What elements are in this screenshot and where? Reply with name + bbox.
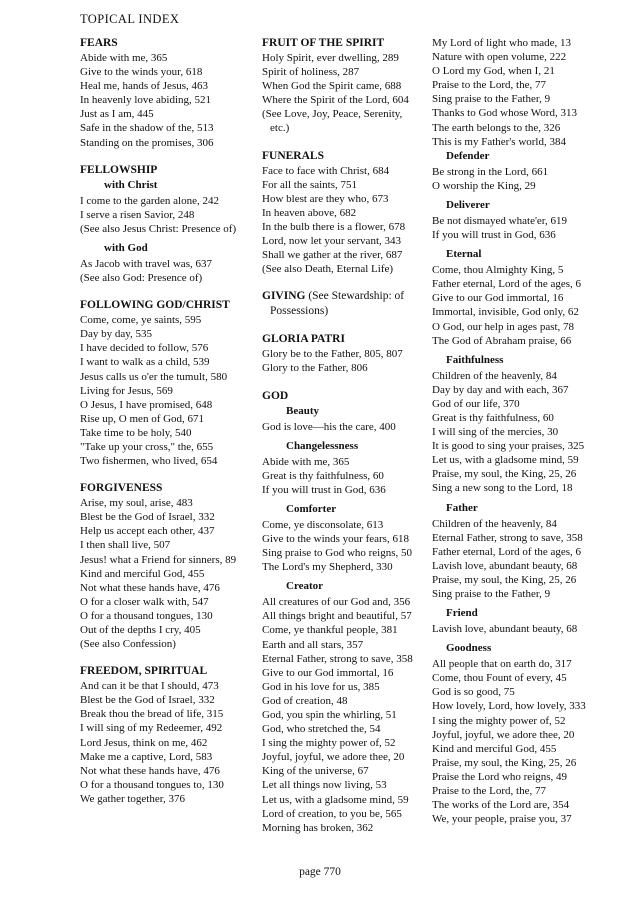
topic-section bbox=[432, 36, 617, 826]
index-entry: The Lord's my Shepherd, 330 bbox=[262, 561, 393, 574]
index-entry: Jesus! what a Friend for sinners, 89 bbox=[80, 553, 237, 566]
subtopic-heading: Beauty bbox=[286, 404, 319, 417]
index-entry: (See also Death, Eternal Life) bbox=[262, 263, 394, 276]
topic-heading: FORGIVENESS bbox=[80, 482, 163, 495]
index-entry: Give to the winds your, 618 bbox=[80, 66, 203, 79]
index-entry: Help us accept each other, 437 bbox=[80, 525, 215, 538]
topic-heading: GLORIA PATRI bbox=[262, 333, 345, 346]
index-entry: Praise to the Lord, the, 77 bbox=[432, 785, 546, 798]
index-entry: I have decided to follow, 576 bbox=[80, 342, 209, 355]
index-entry: Lord Jesus, think on me, 462 bbox=[80, 736, 208, 749]
index-entry: Kind and merciful God, 455 bbox=[80, 567, 205, 580]
index-entry: Sing praise to the Father, 9 bbox=[432, 588, 551, 600]
subtopic-section bbox=[432, 641, 617, 826]
index-entry: Lord of creation, to you be, 565 bbox=[262, 807, 402, 820]
index-entry: Joyful, joyful, we adore thee, 20 bbox=[432, 728, 575, 741]
topic-section bbox=[80, 36, 252, 150]
index-entry: Father eternal, Lord of the ages, 6 bbox=[432, 545, 582, 558]
index-entry: Face to face with Christ, 684 bbox=[262, 164, 390, 177]
index-entry: Lord, now let your servant, 343 bbox=[262, 235, 401, 248]
index-entry: Two fishermen, who lived, 654 bbox=[80, 455, 218, 468]
subtopic-heading: with God bbox=[104, 241, 148, 254]
index-entry: Earth and all stars, 357 bbox=[262, 638, 364, 651]
subtopic-heading: Comforter bbox=[286, 502, 337, 515]
index-entry: As Jacob with travel was, 637 bbox=[80, 257, 212, 270]
subtopic-section bbox=[432, 606, 617, 636]
subtopic-heading: Creator bbox=[286, 580, 324, 593]
index-column-3 bbox=[432, 36, 617, 839]
index-entry: Eternal Father, strong to save, 358 bbox=[262, 652, 413, 665]
index-entry: Give to our God immortal, 16 bbox=[262, 666, 394, 679]
topic-heading bbox=[262, 289, 422, 319]
subtopic-section bbox=[262, 502, 422, 574]
topic-heading-text: GIVING bbox=[262, 290, 306, 303]
index-entry: Living for Jesus, 569 bbox=[80, 384, 173, 397]
index-column-1 bbox=[80, 36, 252, 819]
index-entry: Praise, my soul, the King, 25, 26 bbox=[432, 756, 577, 769]
index-entry: Praise, my soul, the King, 25, 26 bbox=[432, 573, 577, 586]
index-entry: Lavish love, abundant beauty, 68 bbox=[432, 559, 578, 572]
index-entry: O worship the King, 29 bbox=[432, 179, 536, 192]
index-entry: Abide with me, 365 bbox=[80, 52, 168, 64]
index-entry: Father eternal, Lord of the ages, 6 bbox=[432, 278, 582, 291]
index-entry: If you will trust in God, 636 bbox=[262, 483, 386, 496]
index-entry: Let all things now living, 53 bbox=[262, 779, 387, 792]
index-entry: Out of the depths I cry, 405 bbox=[80, 624, 201, 636]
subtopic-section bbox=[432, 198, 617, 242]
index-entry: Let us, with a gladsome mind, 59 bbox=[262, 793, 409, 806]
index-entry: Arise, my soul, arise, 483 bbox=[80, 497, 193, 510]
index-entry: "Take up your cross," the, 655 bbox=[80, 440, 214, 453]
page-title: TOPICAL INDEX bbox=[80, 12, 180, 26]
index-entry: Sing a new song to the Lord, 18 bbox=[432, 482, 573, 495]
index-entry: Heal me, hands of Jesus, 463 bbox=[80, 80, 209, 93]
subtopic-heading: Changelessness bbox=[286, 439, 359, 452]
index-entry: God, who stretched the, 54 bbox=[262, 723, 381, 736]
index-entry: When God the Spirit came, 688 bbox=[262, 80, 402, 93]
index-entry: Great is thy faithfulness, 60 bbox=[432, 411, 554, 424]
subtopic-heading: Defender bbox=[446, 149, 490, 162]
index-entry: Blest be the God of Israel, 332 bbox=[80, 511, 215, 524]
index-entry: (See also Jesus Christ: Presence of) bbox=[80, 222, 237, 235]
topic-heading: FUNERALS bbox=[262, 149, 324, 162]
index-entry: Come, thou Fount of every, 45 bbox=[432, 672, 567, 685]
index-entry: Children of the heavenly, 84 bbox=[432, 369, 557, 382]
index-entry: Sing praise to the Father, 9 bbox=[432, 93, 551, 106]
topic-section bbox=[262, 289, 422, 319]
index-entry: Morning has broken, 362 bbox=[262, 821, 374, 834]
index-entry: It is good to sing your praises, 325 bbox=[432, 440, 585, 453]
index-entry: Let us, with a gladsome mind, 59 bbox=[432, 454, 579, 467]
index-entry: Make me a captive, Lord, 583 bbox=[80, 750, 213, 763]
index-entry: I will sing of my Redeemer, 492 bbox=[80, 722, 223, 735]
index-entry: For all the saints, 751 bbox=[262, 178, 358, 191]
index-entry: The God of Abraham praise, 66 bbox=[432, 334, 572, 347]
index-entry: Kind and merciful God, 455 bbox=[432, 742, 557, 755]
topic-heading: FOLLOWING GOD/CHRIST bbox=[80, 299, 230, 312]
index-entry: Shall we gather at the river, 687 bbox=[262, 249, 403, 262]
topic-section bbox=[262, 389, 422, 835]
index-entry: Rise up, O men of God, 671 bbox=[80, 412, 205, 425]
topic-heading: FELLOWSHIP bbox=[80, 163, 158, 176]
index-entry: Abide with me, 365 bbox=[262, 455, 350, 468]
index-entry: Where the Spirit of the Lord, 604 bbox=[262, 94, 409, 107]
topic-section bbox=[80, 298, 252, 468]
subtopic-heading: Faithfulness bbox=[446, 353, 504, 366]
index-entry: I will sing of the mercies, 30 bbox=[432, 426, 559, 439]
index-entry: God is love—his the care, 400 bbox=[262, 420, 396, 433]
index-entry: Lavish love, abundant beauty, 68 bbox=[432, 623, 578, 636]
topic-heading: FRUIT OF THE SPIRIT bbox=[262, 37, 385, 49]
index-entry: This is my Father's world, 384 bbox=[432, 135, 566, 148]
index-entry: Holy Spirit, ever dwelling, 289 bbox=[262, 52, 399, 64]
index-entry: Thanks to God whose Word, 313 bbox=[432, 107, 577, 120]
index-entry: I sing the mighty power of, 52 bbox=[432, 714, 566, 727]
subtopic-section bbox=[262, 579, 422, 835]
topic-section bbox=[262, 36, 422, 136]
index-entry: Great is thy faithfulness, 60 bbox=[262, 469, 384, 482]
subtopic-heading: Goodness bbox=[446, 642, 492, 655]
index-entry: Glory to the Father, 806 bbox=[262, 362, 368, 375]
index-entry: O Jesus, I have promised, 648 bbox=[80, 398, 213, 411]
index-entry: Day by day and with each, 367 bbox=[432, 383, 569, 396]
subtopic-section bbox=[432, 353, 617, 496]
subtopic-heading: Friend bbox=[446, 607, 478, 620]
index-entry: Be strong in the Lord, 661 bbox=[432, 165, 549, 178]
index-entry: Break thou the bread of life, 315 bbox=[80, 708, 224, 721]
index-entry: O for a closer walk with, 547 bbox=[80, 595, 209, 608]
index-entry: Safe in the shadow of the, 513 bbox=[80, 122, 214, 135]
index-entry: I want to walk as a child, 539 bbox=[80, 356, 210, 369]
subtopic-heading: Father bbox=[446, 501, 478, 514]
index-entry: I sing the mighty power of, 52 bbox=[262, 737, 396, 750]
subtopic-section bbox=[432, 247, 617, 348]
index-entry: Come, thou Almighty King, 5 bbox=[432, 264, 564, 277]
index-entry: Not what these hands have, 476 bbox=[80, 581, 220, 594]
index-entry: All people that on earth do, 317 bbox=[432, 658, 572, 671]
subtopic-section bbox=[432, 501, 617, 602]
subtopic-section bbox=[262, 439, 422, 497]
topic-section bbox=[80, 481, 252, 651]
index-entry: I serve a risen Savior, 248 bbox=[80, 208, 195, 221]
index-entry: I then shall live, 507 bbox=[80, 539, 171, 552]
index-entry: Just as I am, 445 bbox=[80, 108, 154, 121]
index-entry: We gather together, 376 bbox=[80, 792, 185, 805]
index-entry: Come, ye thankful people, 381 bbox=[262, 624, 398, 637]
index-entry: I come to the garden alone, 242 bbox=[80, 194, 219, 207]
index-entry: Not what these hands have, 476 bbox=[80, 764, 220, 777]
index-entry: How lovely, Lord, how lovely, 333 bbox=[432, 700, 586, 713]
subtopic-section bbox=[80, 178, 252, 236]
index-entry: God in his love for us, 385 bbox=[262, 680, 380, 693]
index-entry: Joyful, joyful, we adore thee, 20 bbox=[262, 751, 405, 764]
index-entry: King of the universe, 67 bbox=[262, 765, 369, 778]
topic-section bbox=[262, 149, 422, 277]
index-entry: How blest are they who, 673 bbox=[262, 192, 389, 205]
index-entry: All creatures of our God and, 356 bbox=[262, 596, 411, 609]
index-entry: In heavenly love abiding, 521 bbox=[80, 94, 212, 107]
index-entry: God of our life, 370 bbox=[432, 397, 520, 410]
index-entry: O Lord my God, when I, 21 bbox=[432, 65, 555, 78]
index-entry: Children of the heavenly, 84 bbox=[432, 517, 557, 530]
index-entry: And can it be that I should, 473 bbox=[80, 680, 219, 693]
subtopic-heading: with Christ bbox=[104, 178, 158, 191]
page-number: page 770 bbox=[299, 866, 341, 878]
index-entry: All things bright and beautiful, 57 bbox=[262, 610, 412, 623]
index-entry: Come, come, ye saints, 595 bbox=[80, 314, 202, 327]
index-entry: (See also God: Presence of) bbox=[80, 272, 203, 285]
index-entry: (See Love, Joy, Peace, Serenity, etc.) bbox=[262, 108, 403, 135]
index-entry: Sing praise to God who reigns, 50 bbox=[262, 547, 413, 560]
index-entry: In the bulb there is a flower, 678 bbox=[262, 220, 406, 233]
index-entry: Immortal, invisible, God only, 62 bbox=[432, 306, 579, 319]
index-entry: God is so good, 75 bbox=[432, 686, 515, 699]
topic-section bbox=[80, 163, 252, 285]
index-entry: Glory be to the Father, 805, 807 bbox=[262, 348, 403, 361]
subtopic-heading: Deliverer bbox=[446, 198, 490, 211]
index-entry: If you will trust in God, 636 bbox=[432, 229, 556, 242]
index-entry: The works of the Lord are, 354 bbox=[432, 799, 570, 812]
index-entry: We, your people, praise you, 37 bbox=[432, 813, 572, 826]
index-entry: O God, our help in ages past, 78 bbox=[432, 320, 575, 333]
index-entry: Praise to the Lord, the, 77 bbox=[432, 79, 546, 92]
index-entry: O for a thousand tongues, 130 bbox=[80, 609, 213, 622]
index-entry: Be not dismayed whate'er, 619 bbox=[432, 214, 568, 227]
subtopic-section bbox=[432, 149, 617, 193]
index-entry: Nature with open volume, 222 bbox=[432, 51, 567, 64]
topic-section bbox=[262, 332, 422, 375]
index-entry: God, you spin the whirling, 51 bbox=[262, 709, 397, 721]
topic-section bbox=[80, 664, 252, 806]
topic-heading: FEARS bbox=[80, 37, 118, 49]
index-entry: Come, ye disconsolate, 613 bbox=[262, 518, 384, 531]
index-entry: Spirit of holiness, 287 bbox=[262, 66, 360, 79]
index-entry: God of creation, 48 bbox=[262, 694, 348, 707]
topic-heading: GOD bbox=[262, 389, 289, 402]
index-entry: Praise, my soul, the King, 25, 26 bbox=[432, 468, 577, 481]
index-entry: In heaven above, 682 bbox=[262, 206, 357, 219]
index-entry: O for a thousand tongues to, 130 bbox=[80, 778, 224, 791]
index-entry: Eternal Father, strong to save, 358 bbox=[432, 531, 583, 544]
index-entry: Standing on the promises, 306 bbox=[80, 136, 214, 149]
index-entry: (See also Confession) bbox=[80, 638, 176, 651]
topic-heading-note: (See Stewardship: of Possessions) bbox=[270, 290, 405, 318]
index-entry: Give to the winds your fears, 618 bbox=[262, 532, 409, 545]
index-entry: Give to our God immortal, 16 bbox=[432, 292, 564, 305]
index-entry: My Lord of light who made, 13 bbox=[432, 37, 572, 49]
index-entry: The earth belongs to the, 326 bbox=[432, 121, 561, 134]
index-column-2 bbox=[262, 36, 422, 848]
subtopic-section bbox=[262, 404, 422, 434]
index-entry: Take time to be holy, 540 bbox=[80, 426, 192, 439]
subtopic-heading: Eternal bbox=[446, 248, 482, 261]
topic-heading: FREEDOM, SPIRITUAL bbox=[80, 665, 208, 678]
subtopic-section bbox=[80, 241, 252, 285]
index-entry: Blest be the God of Israel, 332 bbox=[80, 694, 215, 707]
index-entry: Praise the Lord who reigns, 49 bbox=[432, 770, 568, 783]
index-entry: Jesus calls us o'er the tumult, 580 bbox=[80, 370, 228, 383]
index-entry: Day by day, 535 bbox=[80, 328, 152, 341]
